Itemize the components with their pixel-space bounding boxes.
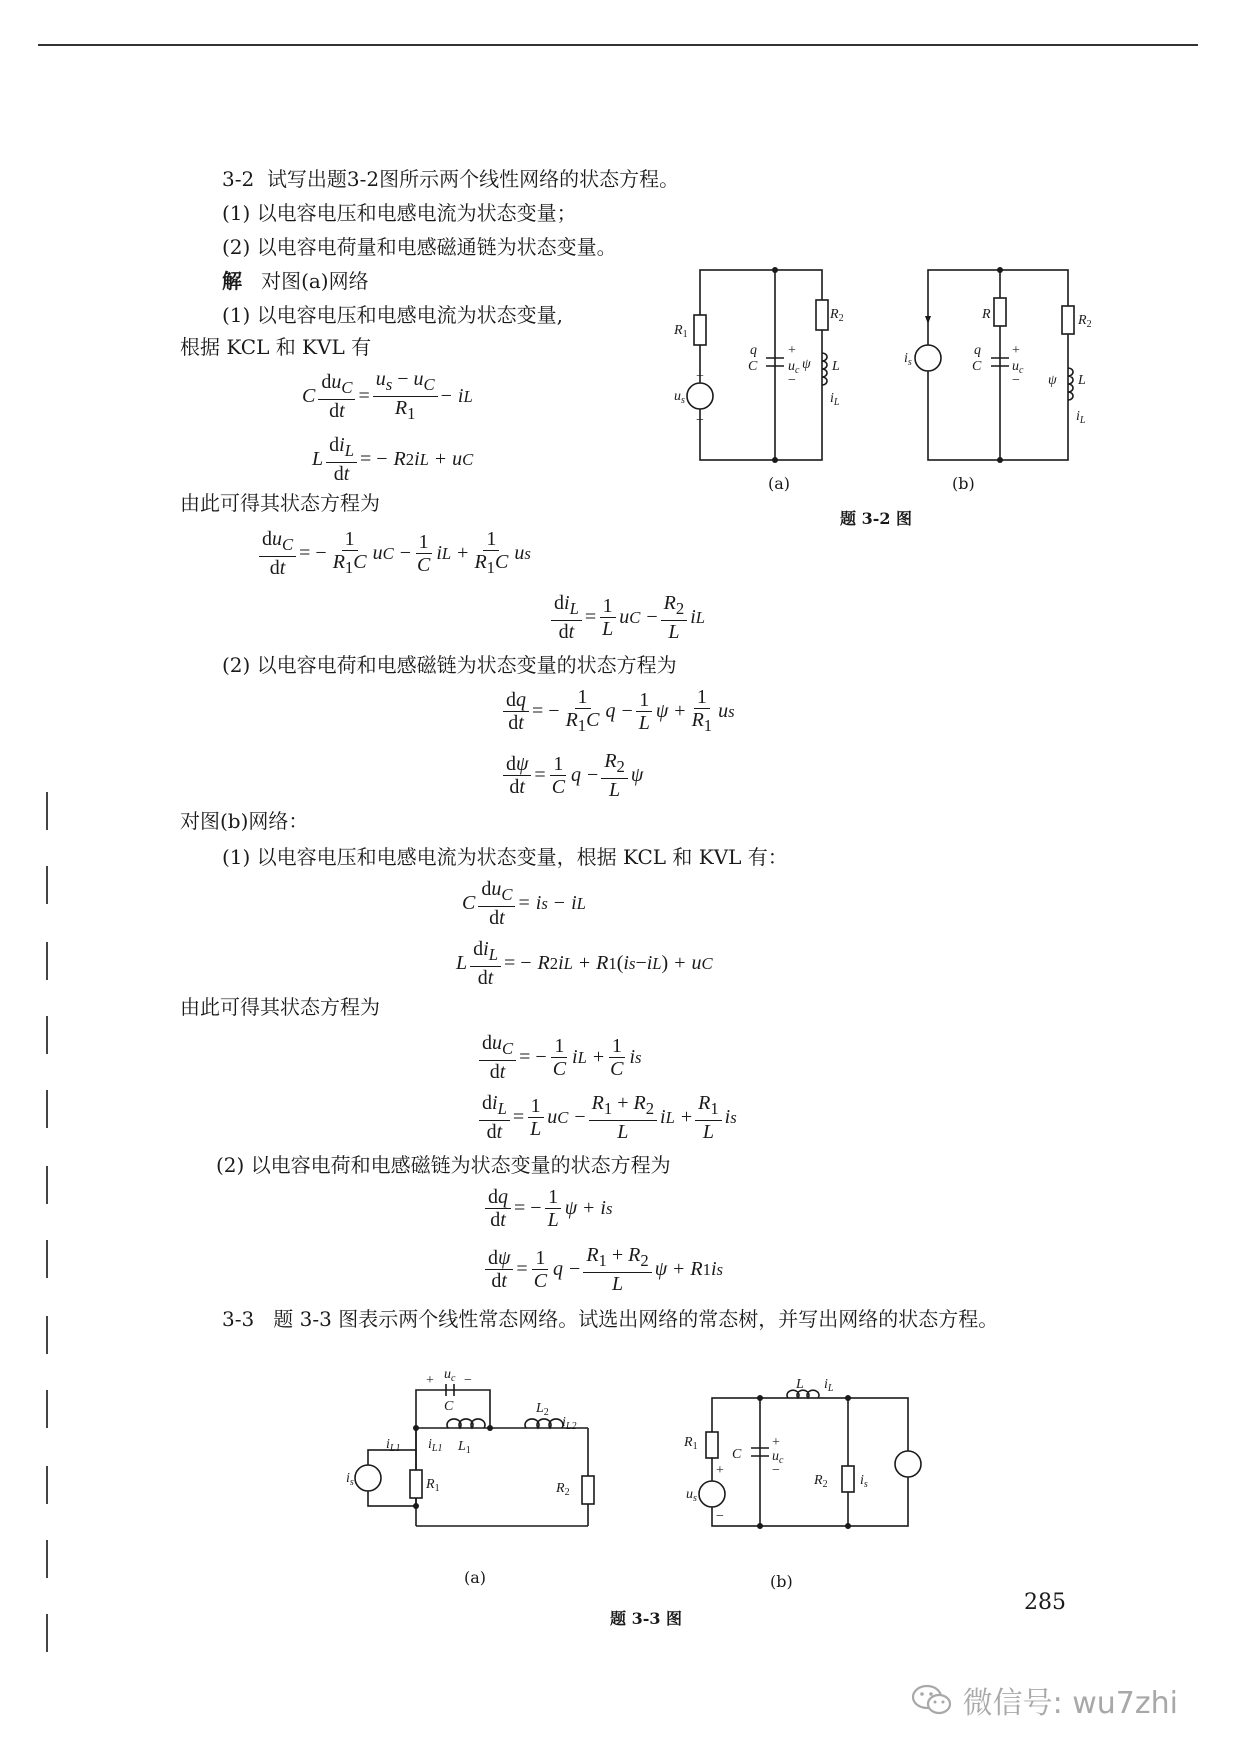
problem-3-2-statement: 3-2 试写出题3-2图所示两个线性网络的状态方程。 xyxy=(222,167,680,191)
svg-text:L: L xyxy=(1078,373,1086,388)
figure-label-a: (a) xyxy=(768,474,791,493)
wechat-icon xyxy=(911,1683,953,1717)
margin-mark xyxy=(46,1240,48,1278)
equation: $\frac{dq}{dt}$ = − $\frac{1}{R_1C}$ q − $\frac{1}{L}$ ψ + $\frac{1}{R_1}$ u s xyxy=(500,686,735,737)
b-part2: (2) 以电容电荷和电感磁链为状态变量的状态方程为 xyxy=(216,1153,671,1177)
figure-3-2-circuits xyxy=(670,258,1110,498)
margin-mark xyxy=(46,942,48,980)
margin-mark xyxy=(46,1466,48,1504)
svg-text:+: + xyxy=(716,1463,724,1478)
figure-caption-3-3: 题 3-3 图 xyxy=(610,1609,683,1628)
equation: L $di_L$ dt = − R 2 i L + R 1 ( i s − i L ) + u C xyxy=(456,938,713,989)
figure-label-a-3-3: (a) xyxy=(464,1568,487,1587)
figure-caption-3-2: 题 3-2 图 xyxy=(840,509,913,528)
svg-text:uc: $u_c$ xyxy=(444,1370,456,1384)
svg-text:iL: $i_L$ xyxy=(1076,409,1086,426)
watermark-text: 微信号: wu7zhi xyxy=(962,1686,1178,1721)
equation: $\frac{d\psi}{dt}$ = $\frac{1}{C}$ q − $\frac{R_2}{L}$ ψ xyxy=(500,750,643,801)
a-part1-line1: (1) 以电容电压和电感电流为状态变量, xyxy=(222,303,564,327)
svg-text:ψ: ψ xyxy=(802,357,811,372)
equation: L $di_L$ dt = − R 2 i L + u C xyxy=(312,434,474,485)
problem-3-3-statement: 3-3 题 3-3 图表示两个线性常态网络。试选出网络的常态树，并写出网络的状态方程。 xyxy=(222,1307,999,1331)
svg-text:−: − xyxy=(1012,373,1020,388)
svg-text:R: R xyxy=(982,307,991,322)
svg-text:uc: $u_c$ xyxy=(1012,359,1024,376)
svg-text:+: + xyxy=(788,343,796,358)
equation: C $du_C$ dt = $\frac{u_s - u_C}{R_1}$ − i L xyxy=(302,368,473,423)
equation: $di_L$ dt = $\frac{1}{L}$ u C − $\frac{R_2}{L}$ i L xyxy=(548,592,705,643)
svg-text:C: C xyxy=(732,1447,742,1462)
header-rule xyxy=(38,44,1198,46)
svg-text:+: + xyxy=(1012,343,1020,358)
watermark xyxy=(911,1678,1178,1722)
svg-text:q: q xyxy=(974,343,981,358)
svg-text:iL1: $i_{L1}$ xyxy=(386,1437,401,1454)
problem-3-2-part2: (2) 以电容电荷量和电感磁通链为状态变量。 xyxy=(222,235,617,259)
margin-mark xyxy=(46,866,48,904)
margin-mark xyxy=(46,792,48,830)
figure-3-3-circuits xyxy=(340,1370,940,1550)
svg-text:R2: $R_2$ xyxy=(814,1473,828,1490)
equation: $du_C$ dt = − $\frac{1}{C}$ i L + $\frac{1}{C}$ i s xyxy=(476,1032,642,1083)
thus-state-eq-1: 由此可得其状态方程为 xyxy=(180,491,380,515)
svg-text:R2: $R_2$ xyxy=(830,307,844,324)
a-part1-line2: 根据 KCL 和 KVL 有 xyxy=(180,335,372,359)
svg-text:C: C xyxy=(748,359,758,374)
svg-text:−: − xyxy=(716,1509,724,1524)
solution-b-heading: 对图(b)网络： xyxy=(180,809,309,833)
svg-text:is: $i_s$ xyxy=(904,351,912,368)
svg-text:ψ: ψ xyxy=(1048,373,1057,388)
svg-text:us: $u_s$ xyxy=(686,1487,697,1504)
b-part1: (1) 以电容电压和电感电流为状态变量，根据 KCL 和 KVL 有： xyxy=(222,845,788,869)
svg-text:R1: $R_1$ xyxy=(426,1477,440,1494)
svg-text:L: L xyxy=(796,1377,804,1392)
svg-text:uc: $u_c$ xyxy=(788,359,800,376)
problem-3-2-part1: (1) 以电容电压和电感电流为状态变量； xyxy=(222,201,577,225)
equation: $\frac{d\psi}{dt}$ = $\frac{1}{C}$ q − $\frac{R_1 + R_2}{L}$ ψ + R 1 i s xyxy=(482,1244,723,1295)
svg-text:iL: $i_L$ xyxy=(830,391,840,408)
svg-text:iL: $i_L$ xyxy=(824,1377,834,1394)
margin-mark xyxy=(46,1090,48,1128)
margin-mark xyxy=(46,1016,48,1054)
equation: C $du_C$ dt = i s − i L xyxy=(462,878,586,929)
svg-text:R2: $R_2$ xyxy=(556,1481,570,1498)
svg-text:C: C xyxy=(972,359,982,374)
margin-mark xyxy=(46,1614,48,1652)
equation: $di_L$ dt = $\frac{1}{L}$ u C − $\frac{R_1 + R_2}{L}$ i L + $\frac{R_1}{L}$ i s xyxy=(476,1092,737,1143)
svg-text:+: + xyxy=(696,369,704,384)
margin-mark xyxy=(46,1166,48,1204)
svg-text:+: + xyxy=(772,1435,780,1450)
solution-a-heading: 解 对图(a)网络 xyxy=(222,269,369,293)
svg-text:R1: $R_1$ xyxy=(684,1435,698,1452)
svg-text:iL2: $i_{L2}$ xyxy=(562,1415,577,1432)
svg-text:L1: $L_1$ xyxy=(458,1439,471,1456)
thus-state-eq-2: 由此可得其状态方程为 xyxy=(180,995,380,1019)
svg-text:us: $u_s$ xyxy=(674,389,685,406)
svg-text:L: L xyxy=(832,359,840,374)
figure-label-b-3-3: (b) xyxy=(770,1572,793,1591)
margin-mark xyxy=(46,1316,48,1354)
svg-text:+: + xyxy=(426,1373,434,1388)
equation: $du_C$ dt = − $\frac{1}{R_1C}$ u C − $\frac{1}{C}$ i L + $\frac{1}{R_1C}$ u s xyxy=(256,528,531,579)
svg-text:C: C xyxy=(444,1399,454,1414)
svg-text:R2: $R_2$ xyxy=(1078,313,1092,330)
svg-text:uc: $u_c$ xyxy=(772,1449,784,1466)
svg-text:R1: $R_1$ xyxy=(674,323,688,340)
margin-mark xyxy=(46,1540,48,1578)
svg-text:q: q xyxy=(750,343,757,358)
svg-text:−: − xyxy=(696,413,704,428)
page-number: 285 xyxy=(1024,1590,1066,1615)
equation: $\frac{dq}{dt}$ = − $\frac{1}{L}$ ψ + i s xyxy=(482,1186,612,1231)
margin-mark xyxy=(46,1390,48,1428)
svg-text:is: $i_s$ xyxy=(860,1473,868,1490)
svg-text:−: − xyxy=(464,1373,472,1388)
figure-label-b: (b) xyxy=(952,474,975,493)
svg-text:iL1: $i_{L1}$ xyxy=(428,1437,443,1454)
svg-text:−: − xyxy=(772,1463,780,1478)
svg-text:−: − xyxy=(788,373,796,388)
a-part2: (2) 以电容电荷和电感磁链为状态变量的状态方程为 xyxy=(222,653,677,677)
svg-text:is: $i_s$ xyxy=(346,1471,354,1488)
svg-text:L2: $L_2$ xyxy=(536,1401,549,1418)
